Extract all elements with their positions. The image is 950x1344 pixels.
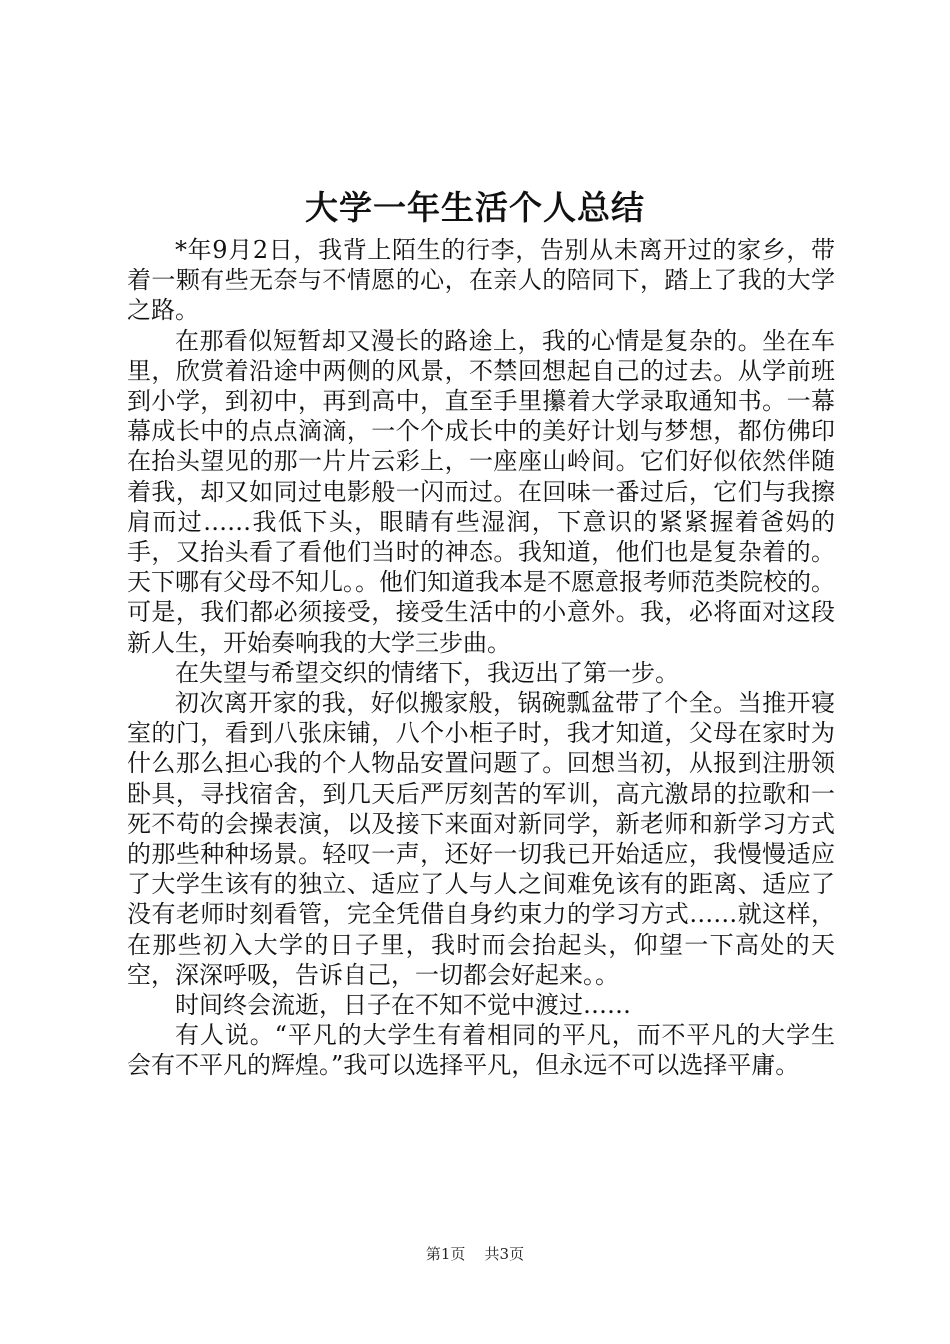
page-total: 共3页 [484,1245,525,1263]
page-number: 第1页 [425,1245,466,1263]
paragraph-3: 在失望与希望交织的情绪下，我迈出了第一步。 [175,658,679,687]
paragraph-2: 在那看似短暂却又漫长的路途上，我的心情是复杂的。坐在车里，欣赏着沿途中两侧的风景，不禁回想起自己的过去。从学前班到小学，到初中，再到高中，直至手里攥着大学录取通知书。一幕幕成长中的点点滴滴，一个个成长中的美好计划与梦想，都仿佛印在抬头望见的那一片片云彩上，一座座山岭间。它们好似依然伴随着我，却又如同过电影般一闪而过。在回味一番过后，它们与我擦肩而过……我低下头，眼睛有些湿润，下意识的紧紧握着爸妈的手，又抬头看了看他们当时的神态。我知道，他们也是复杂着的。天下哪有父母不知儿。。他们知道我本是不愿意报考师范类院校的。可是，我们都必须接受，接受生活中的小意外。我，必将面对这段新人生，开始奏响我的大学三步曲。 [127,326,835,657]
paragraph-1: *年9月2日，我背上陌生的行李，告别从未离开过的家乡，带着一颗有些无奈与不情愿的心，在亲人的陪同下，踏上了我的大学之路。 [127,236,835,325]
document-body [127,235,835,1081]
paragraph-5: 时间终会流逝，日子在不知不觉中渡过…… [175,991,631,1020]
document-title: 大学一年生活个人总结 [305,188,645,227]
page-spacer [470,1245,480,1263]
paragraph-6: 有人说。“平凡的大学生有着相同的平凡，而不平凡的大学生会有不平凡的辉煌。”我可以选择平凡，但永远不可以选择平庸。 [127,1021,835,1080]
paragraph-4: 初次离开家的我，好似搬家般，锅碗瓢盆带了个全。当推开寝室的门，看到八张床铺，八个小柜子时，我才知道，父母在家时为什么那么担心我的个人物品安置问题了。回想当初，从报到注册领卧具，寻找宿舍，到几天后严厉刻苦的军训，高亢激昂的拉歌和一死不苟的会操表演，以及接下来面对新同学，新老师和新学习方式的那些种种场景。轻叹一声，还好一切我已开始适应，我慢慢适应了大学生该有的独立、适应了人与人之间难免该有的距离、适应了没有老师时刻看管，完全凭借自身约束力的学习方式……就这样，在那些初入大学的日子里，我时而会抬起头，仰望一下高处的天空，深深呼吸，告诉自己，一切都会好起来。。 [127,689,835,989]
page-footer [0,1244,950,1264]
